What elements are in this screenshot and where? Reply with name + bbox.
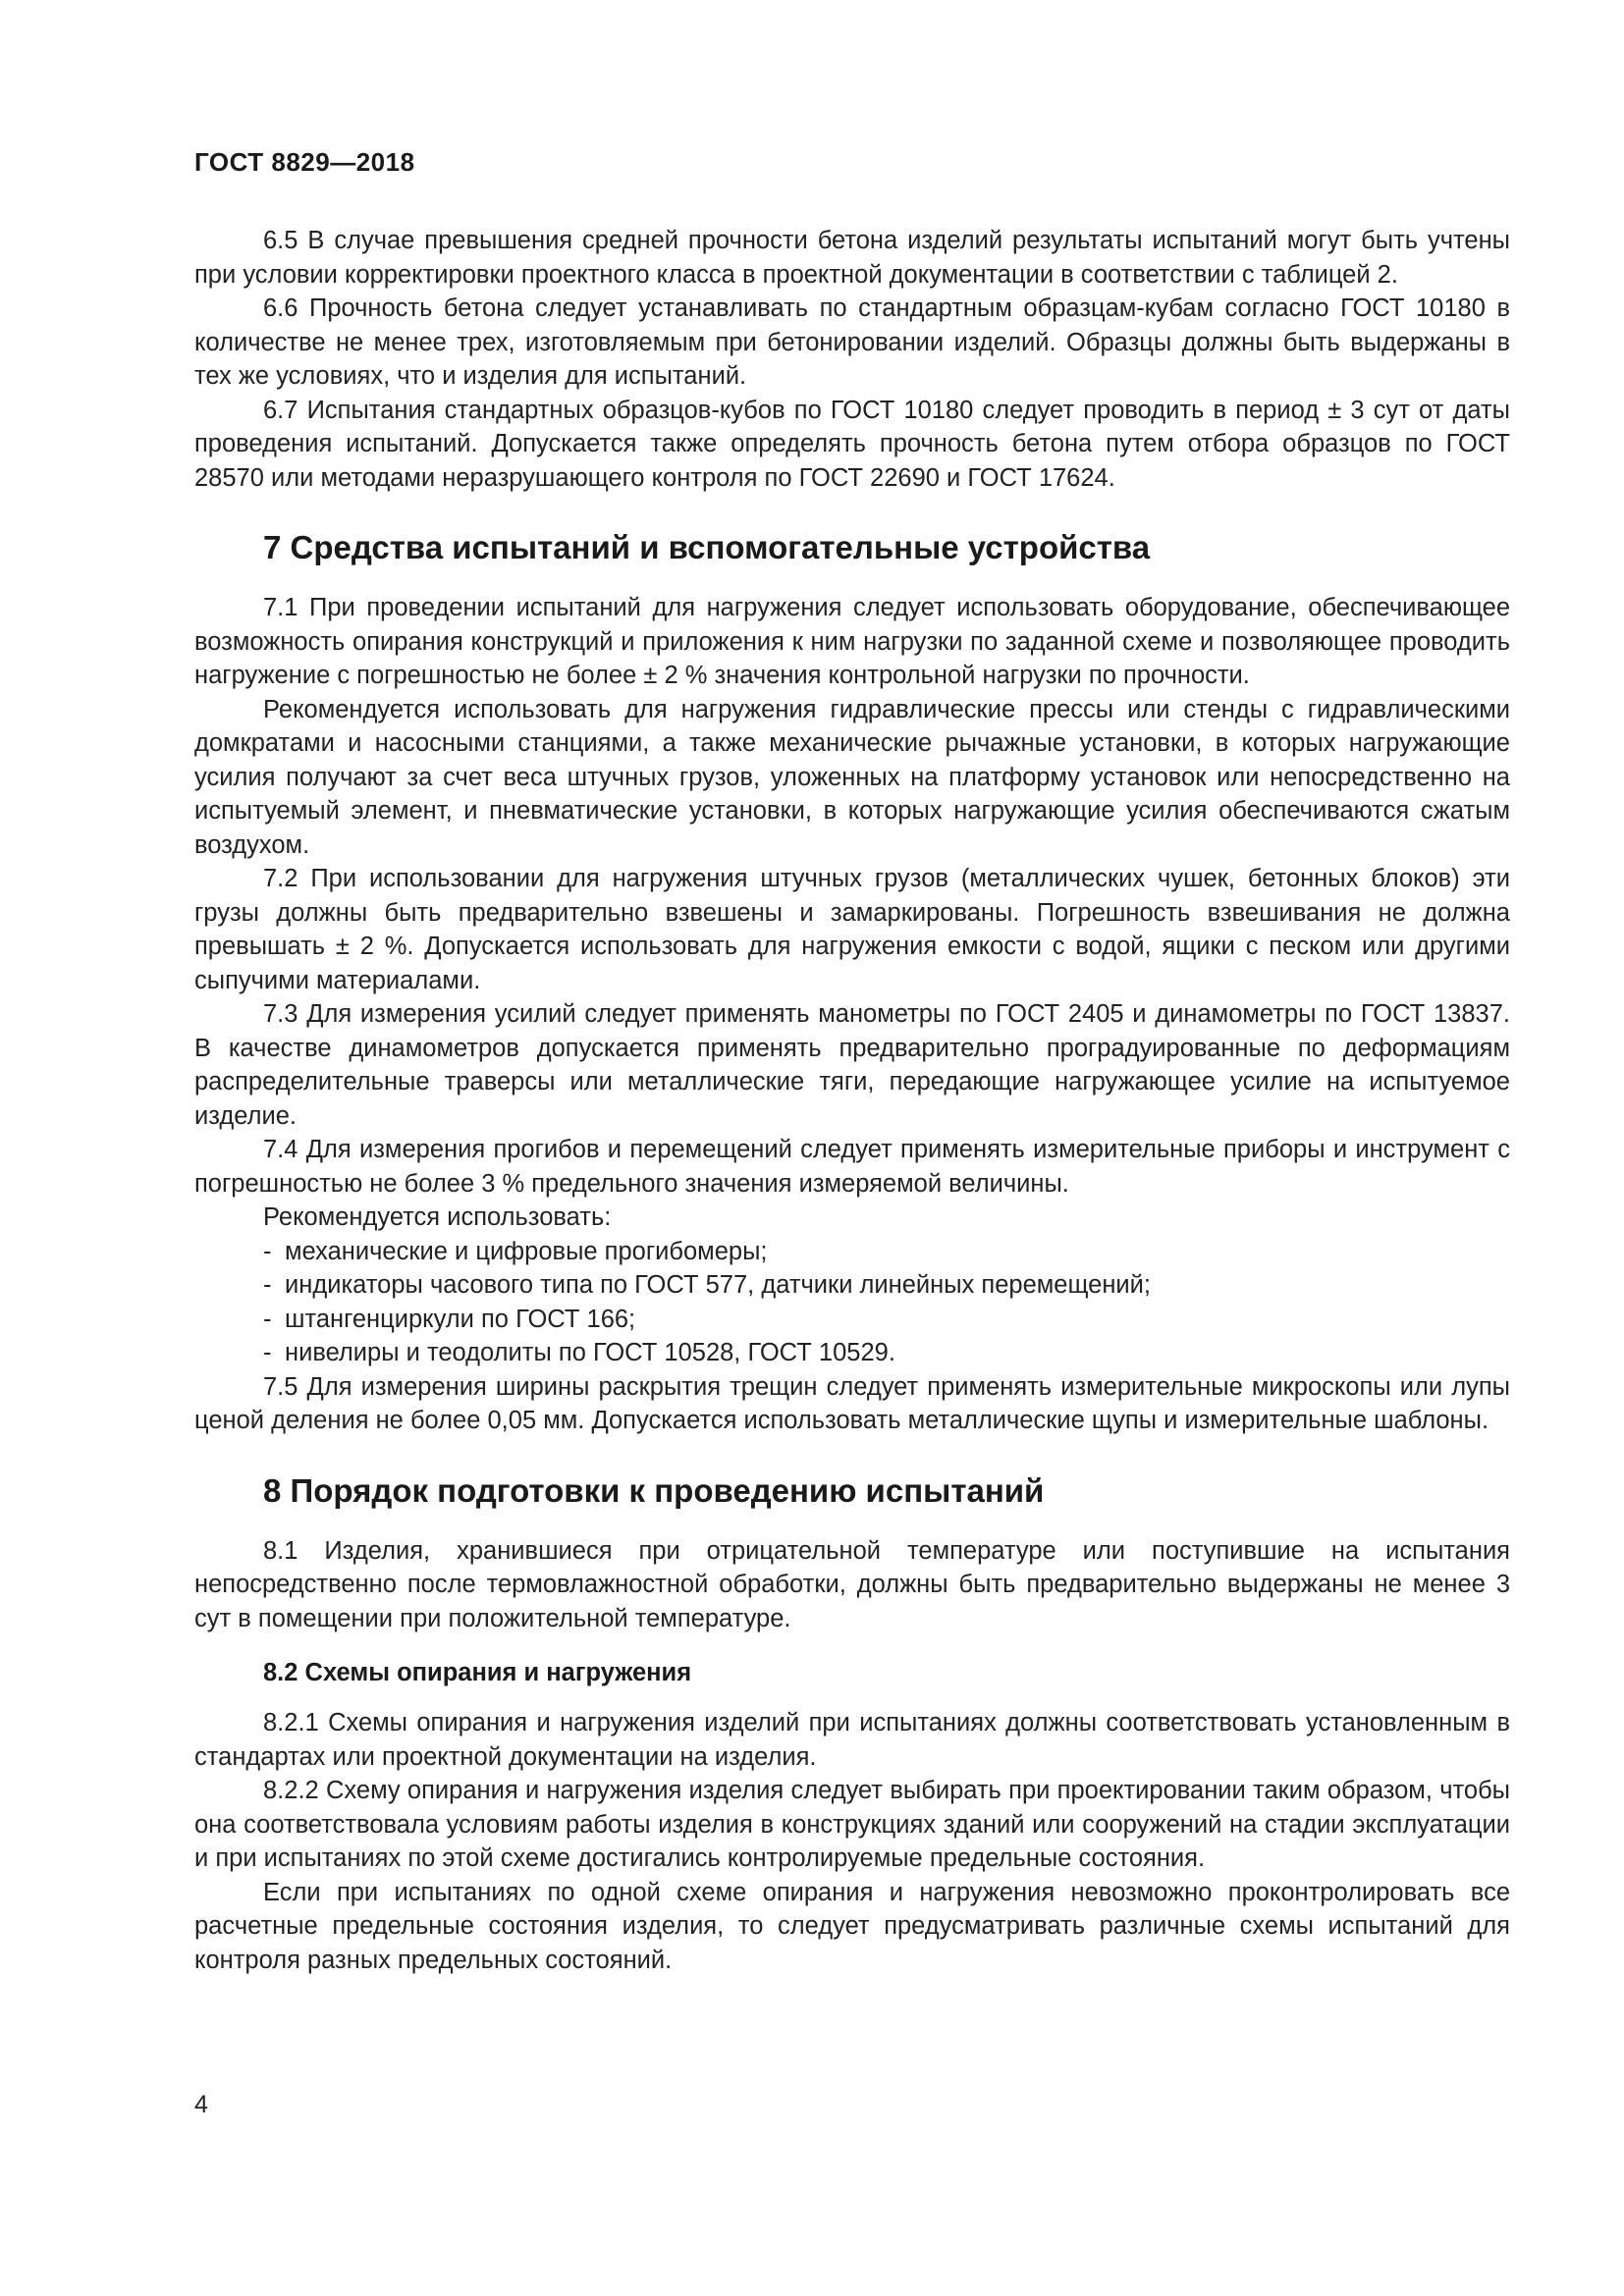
paragraph-8-2-2-note: Если при испытаниях по одной схеме опирания и нагружения невозможно проконтролировать все расчетные предельные состояния изделия, то следует предусматривать различные схемы испытаний для контроля разных предельных состояний. [194,1878,1510,1974]
paragraph-7-4: 7.4 Для измерения прогибов и перемещений следует применять измерительные приборы и инструмент с погрешностью не более 3 % предельного значения измеряемой величины. [194,1136,1510,1198]
paragraph-8-2-2: 8.2.2 Схему опирания и нагружения изделия следует выбирать при проектировании таким образом, чтобы она соответствовала условиям работы изделия в конструкциях зданий или сооружений на стадии эксплуатации и при испытаниях по этой схеме достигались контролируемые предельные состояния. [194,1777,1510,1872]
paragraph-8-2-1: 8.2.1 Схемы опирания и нагружения изделий при испытаниях должны соответствовать установленным в стандартах или проектной документации на изделия. [194,1709,1510,1771]
document-code-header: ГОСТ 8829—2018 [194,147,415,177]
page-content [194,224,1510,1977]
subsection-8-2-heading: 8.2 Схемы опирания и нагружения [263,1659,692,1686]
paragraph-7-5: 7.5 Для измерения ширины раскрытия трещин следует применять измерительные микроскопы или лупы ценой деления не более 0,05 мм. Допускается использовать металлические щупы и измерительные шаблоны. [194,1372,1510,1434]
list-item: - механические и цифровые прогибомеры; [263,1235,1510,1269]
paragraph-7-4-recommendation: Рекомендуется использовать: [263,1203,612,1231]
paragraph-7-2: 7.2 При использовании для нагружения штучных грузов (металлических чушек, бетонных блоков) эти грузы должны быть предварительно взвешены и замаркированы. Погрешность взвешивания не должна превышать ± 2 %. Допускается использовать для нагружения емкости с водой, ящики с песком или другими сыпучими материалами. [194,865,1510,994]
paragraph-6-7: 6.7 Испытания стандартных образцов-кубов по ГОСТ 10180 следует проводить в период ± 3 сут от даты проведения испытаний. Допускается также определять прочность бетона путем отбора образцов по ГОСТ 28570 или методами неразрушающего контроля по ГОСТ 22690 и ГОСТ 17624. [194,396,1510,492]
section-8-heading: 8 Порядок подготовки к проведению испытаний [263,1471,1045,1509]
paragraph-8-1: 8.1 Изделия, хранившиеся при отрицательной температуре или поступившие на испытания непосредственно после термовлажностной обработки, должны быть предварительно выдержаны не менее 3 сут в помещении при положительной температуре. [194,1536,1510,1632]
paragraph-7-1: 7.1 При проведении испытаний для нагружения следует использовать оборудование, обеспечивающее возможность опирания конструкций и приложения к ним нагрузки по заданной схеме и позволяющее проводить нагружение с погрешностью не более ± 2 % значения контрольной нагрузки по прочности. [194,594,1510,689]
instrument-list [194,1235,1510,1370]
page-number: 4 [194,2091,208,2118]
section-7-heading: 7 Средства испытаний и вспомогательные устройства [263,529,1151,565]
paragraph-7-3: 7.3 Для измерения усилий следует применять манометры по ГОСТ 2405 и динамометры по ГОСТ 13837. В качестве динамометров допускается применять предварительно проградуированные по деформациям распределительные траверсы или металлические тяги, передающие нагружающее усилие на испытуемое изделие. [194,1000,1510,1130]
list-item: - штангенциркули по ГОСТ 166; [263,1303,1510,1337]
paragraph-6-5: 6.5 В случае превышения средней прочности бетона изделий результаты испытаний могут быть учтены при условии корректировки проектного класса в проектной документации в соответствии с таблицей 2. [194,227,1510,289]
list-item: - индикаторы часового типа по ГОСТ 577, датчики линейных перемещений; [263,1268,1510,1303]
list-item: - нивелиры и теодолиты по ГОСТ 10528, ГОСТ 10529. [263,1336,1510,1370]
paragraph-6-6: 6.6 Прочность бетона следует устанавливать по стандартным образцам-кубам согласно ГОСТ 10180 в количестве не менее трех, изготовляемым при бетонировании изделий. Образцы должны быть выдержаны в тех же условиях, что и изделия для испытаний. [194,294,1510,390]
paragraph-7-1-recommendation: Рекомендуется использовать для нагружения гидравлические прессы или стенды с гидравлическими домкратами и насосными станциями, а также механические рычажные установки, в которых нагружающие усилия получают за счет веса штучных грузов, уложенных на платформу установок или непосредственно на испытуемый элемент, и пневматические установки, в которых нагружающие усилия обеспечиваются сжатым воздухом. [194,695,1510,859]
